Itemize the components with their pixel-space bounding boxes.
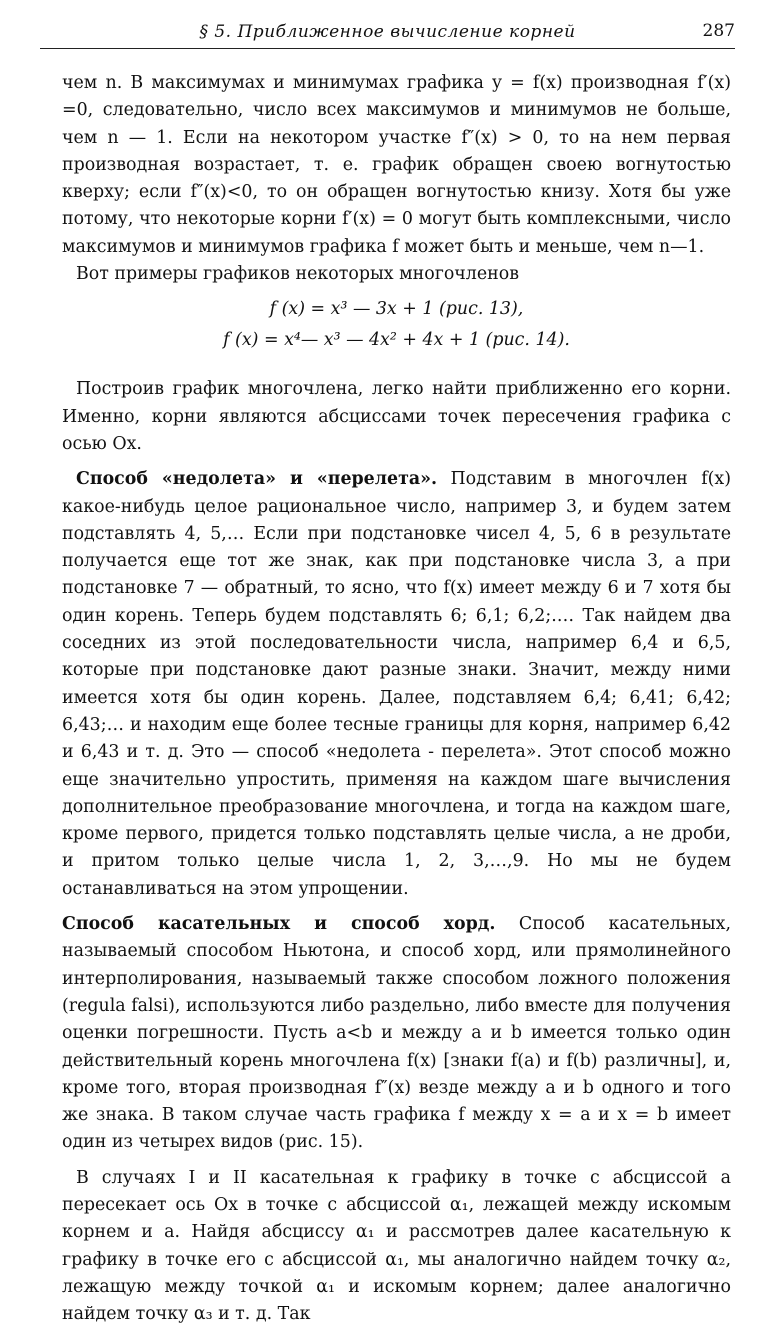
paragraph-4-title: Способ «недолета» и «перелета». bbox=[76, 469, 438, 490]
paragraph-4 bbox=[62, 466, 731, 903]
paragraph-6: В случаях I и II касательная к графику в точке с абсциссой a пересекает ось Ox в точке с абсциссой α₁, лежащей между искомым корнем и a. Найдя абсциссу α₁ и рассмотрев далее касательную к графику в точке его с абсциссой α₁, мы аналогично найдем точку α₂, лежащую между точкой α₁ и искомым корнем; далее аналогично найдем точку α₃ и т. д. Так bbox=[62, 1167, 731, 1325]
paragraph-5-body: Способ касательных, называемый способом Ньютона, и способ хорд, или прямолинейного интерполирования, называемый также способом ложного положения (regula falsi), используются либо раздельно, либо вместе для получения оценки погрешности. Пусть a<b и между a и b имеется только один действительный корень многочлена f(x) [знаки f(a) и f(b) различны], и, кроме того, вторая производная f″(x) везде между a и b одного и того же знака. В таком случае часть графика f между x = a и x = b имеет один из четырех видов (рис. 15). bbox=[62, 914, 731, 1153]
section-title: § 5. Приближенное вычисление корней bbox=[199, 22, 576, 42]
paragraph-5 bbox=[62, 911, 731, 1157]
running-header bbox=[40, 18, 735, 49]
formula-1: f (x) = x³ — 3x + 1 (рис. 13), bbox=[269, 299, 524, 320]
paragraph-2: Вот примеры графиков некоторых многочленов bbox=[76, 264, 519, 285]
paragraph-5-title: Способ касательных и способ хорд. bbox=[62, 914, 496, 935]
paragraph-3: Построив график многочлена, легко найти приближенно его корни. Именно, корни являются абсциссами точек пересечения графика с осью Ox. bbox=[62, 379, 731, 454]
page-number: 287 bbox=[702, 21, 735, 41]
paragraph-4-body: Подставим в многочлен f(x) какое-нибудь целое рациональное число, например 3, и будем затем подставлять 4, 5,… Если при подстановке чисел 4, 5, 6 в результате получается еще тот же знак, как при подстановке числа 3, а при подстановке 7 — обратный, то ясно, что f(x) имеет между 6 и 7 хотя бы один корень. Теперь будем подставлять 6; 6,1; 6,2;.… Так найдем два соседних из этой последовательности числа, например 6,4 и 6,5, которые при подстановке дают разные знаки. Значит, между ними имеется хотя бы один корень. Далее, подставляем 6,4; 6,41; 6,42; 6,43;… и находим еще более тесные границы для корня, например 6,42 и 6,43 и т. д. Это — способ «недолета - перелета». Этот способ можно еще значительно упростить, применяя на каждом шаге вычисления дополнительное преобразование многочлена, и тогда на каждом шаге, кроме первого, придется только подставлять целые числа, а не дроби, и притом только целые числа 1, 2, 3,…,9. Но мы не будем останавливаться на этом упрощении. bbox=[62, 469, 732, 899]
formula-2: f (x) = x⁴— x³ — 4x² + 4x + 1 (рис. 14). bbox=[223, 330, 570, 351]
formula-block bbox=[62, 294, 731, 356]
body-text bbox=[62, 70, 731, 1328]
paragraph-1: чем n. В максимумах и минимумах графика y = f(x) производная f′(x) =0, следовательно, число всех максимумов и минимумов не больше, чем n — 1. Если на некотором участке f″(x) > 0, то на нем первая производная возрастает, т. е. график обращен своею вогнутостью кверху; если f″(x)<0, то он обращен вогнутостью книзу. Хотя бы уже потому, что некоторые корни f′(x) = 0 могут быть комплексными, число максимумов и минимумов графика f может быть и меньше, чем n—1. bbox=[62, 73, 731, 257]
